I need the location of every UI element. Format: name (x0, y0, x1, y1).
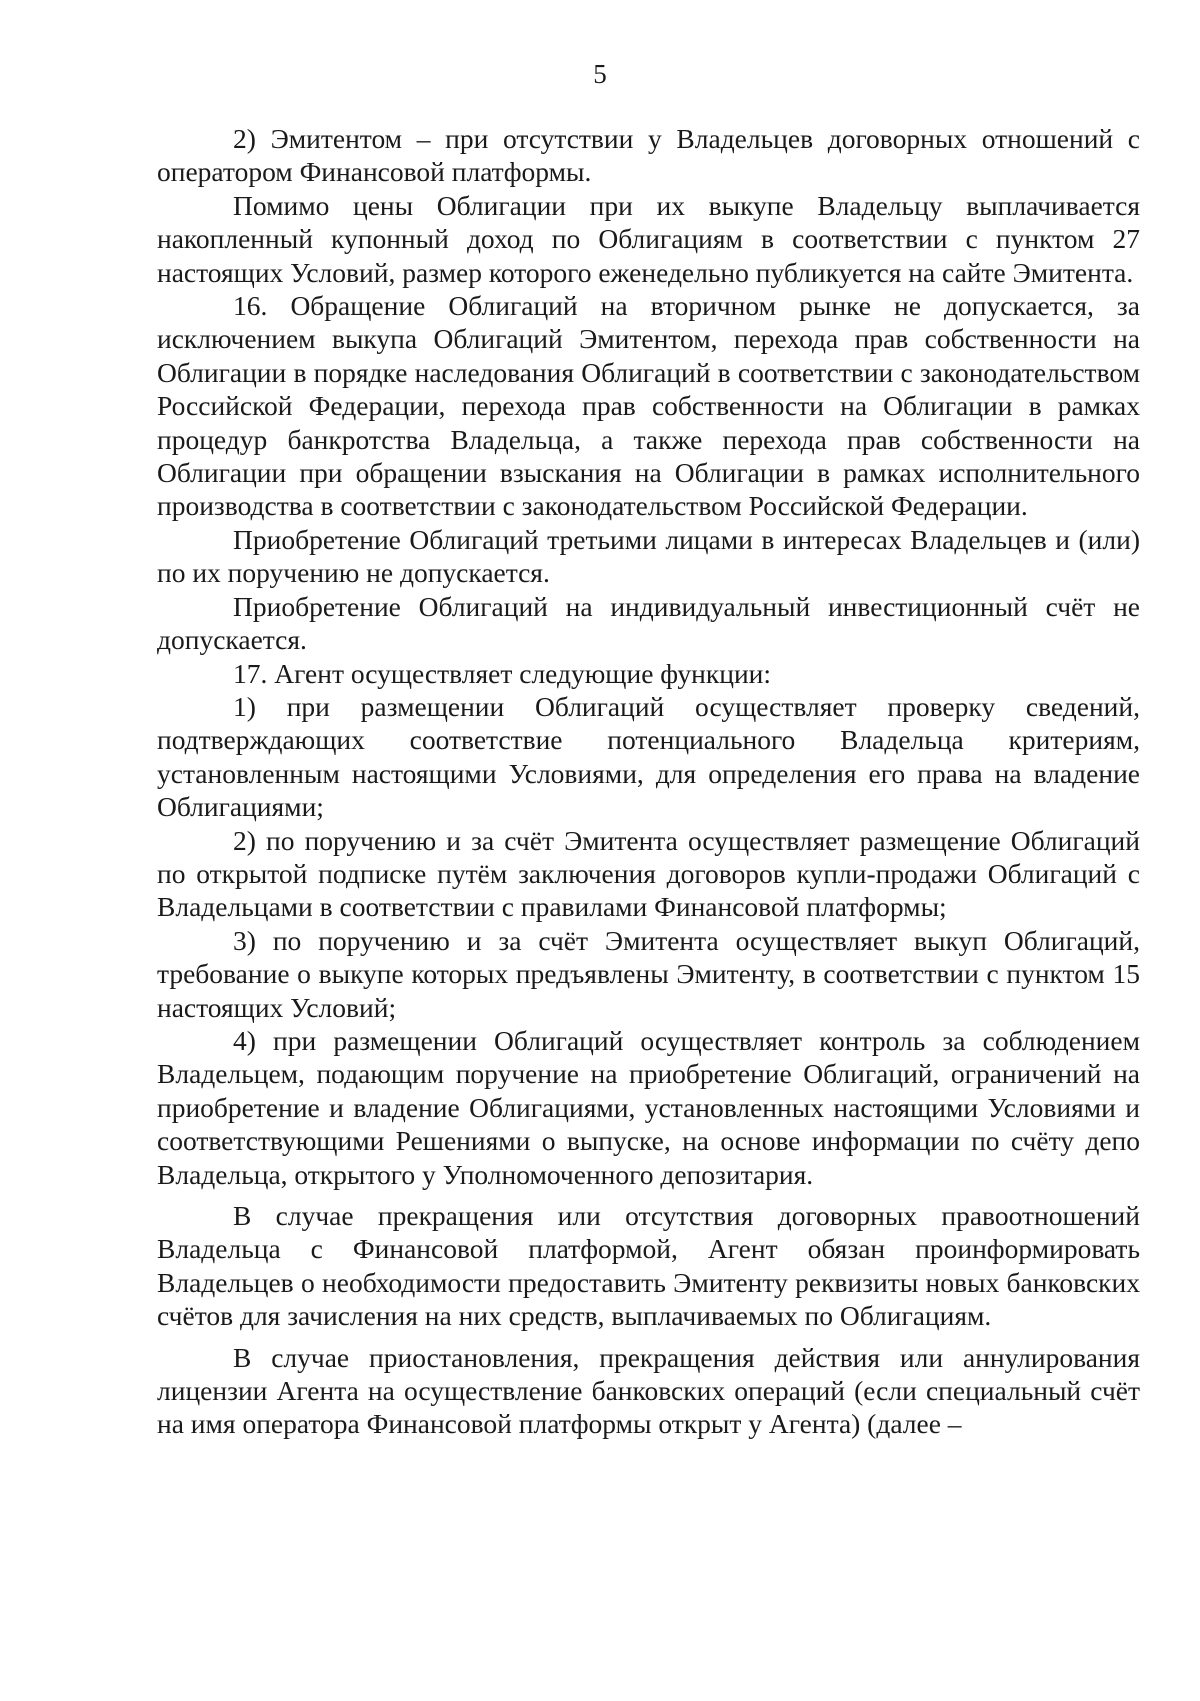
paragraph-individual-account: Приобретение Облигаций на индивидуальный инвестиционный счёт не допускается. (157, 590, 1140, 656)
paragraph-termination-relations: В случае прекращения или отсутствия договорных правоотношений Владельца с Финансовой платформой, Агент обязан проинформировать Владельцев о необходимости предоставить Эмитенту реквизиты новых банковских счётов для зачисления на них средств, выплачиваемых по Облигациям. (157, 1200, 1140, 1332)
document-body (157, 122, 1140, 1441)
paragraph-section-16: 16. Обращение Облигаций на вторичном рынке не допускается, за исключением выкупа Облигаций Эмитентом, перехода прав собственности на Облигации в порядке наследования Облигаций в соответствии с законодательством Российской Федерации, перехода прав собственности на Облигации в рамках процедур банкротства Владельца, а также перехода прав собственности на Облигации при обращении взыскания на Облигации в рамках исполнительного производства в соответствии с законодательством Российской Федерации. (157, 290, 1140, 522)
paragraph-section-17-heading: 17. Агент осуществляет следующие функции: (233, 657, 772, 689)
paragraph-license-suspension: В случае приостановления, прекращения действия или аннулирования лицензии Агента на осуществление банковских операций (если специальный счёт на имя оператора Финансовой платформы открыт у Агента) (далее – (157, 1341, 1140, 1440)
paragraph-third-parties: Приобретение Облигаций третьими лицами в интересах Владельцев и (или) по их поручению не допускается. (157, 523, 1140, 589)
page-number: 5 (593, 59, 607, 89)
paragraph-issuer-item-2: 2) Эмитентом – при отсутствии у Владельцев договорных отношений с оператором Финансовой платформы. (157, 123, 1140, 188)
paragraph-agent-function-1: 1) при размещении Облигаций осуществляет проверку сведений, подтверждающих соответствие потенциального Владельца критериям, установленным настоящими Условиями, для определения его права на владение Облигациями; (157, 690, 1140, 823)
paragraph-agent-function-3: 3) по поручению и за счёт Эмитента осуществляет выкуп Облигаций, требование о выкупе которых предъявлены Эмитенту, в соответствии с пунктом 15 настоящих Условий; (157, 924, 1140, 1023)
paragraph-agent-function-2: 2) по поручению и за счёт Эмитента осуществляет размещение Облигаций по открытой подписке путём заключения договоров купли-продажи Облигаций с Владельцами в соответствии с правилами Финансовой платформы; (157, 824, 1140, 923)
paragraph-agent-function-4: 4) при размещении Облигаций осуществляет контроль за соблюдением Владельцем, подающим поручение на приобретение Облигаций, ограничений на приобретение и владение Облигациями, установленных настоящими Условиями и соответствующими Решениями о выпуске, на основе информации по счёту депо Владельца, открытого у Уполномоченного депозитария. (157, 1024, 1140, 1190)
paragraph-coupon-income: Помимо цены Облигации при их выкупе Владельцу выплачивается накопленный купонный доход по Облигациям в соответствии с пунктом 27 настоящих Условий, размер которого еженедельно публикуется на сайте Эмитента. (157, 189, 1140, 288)
